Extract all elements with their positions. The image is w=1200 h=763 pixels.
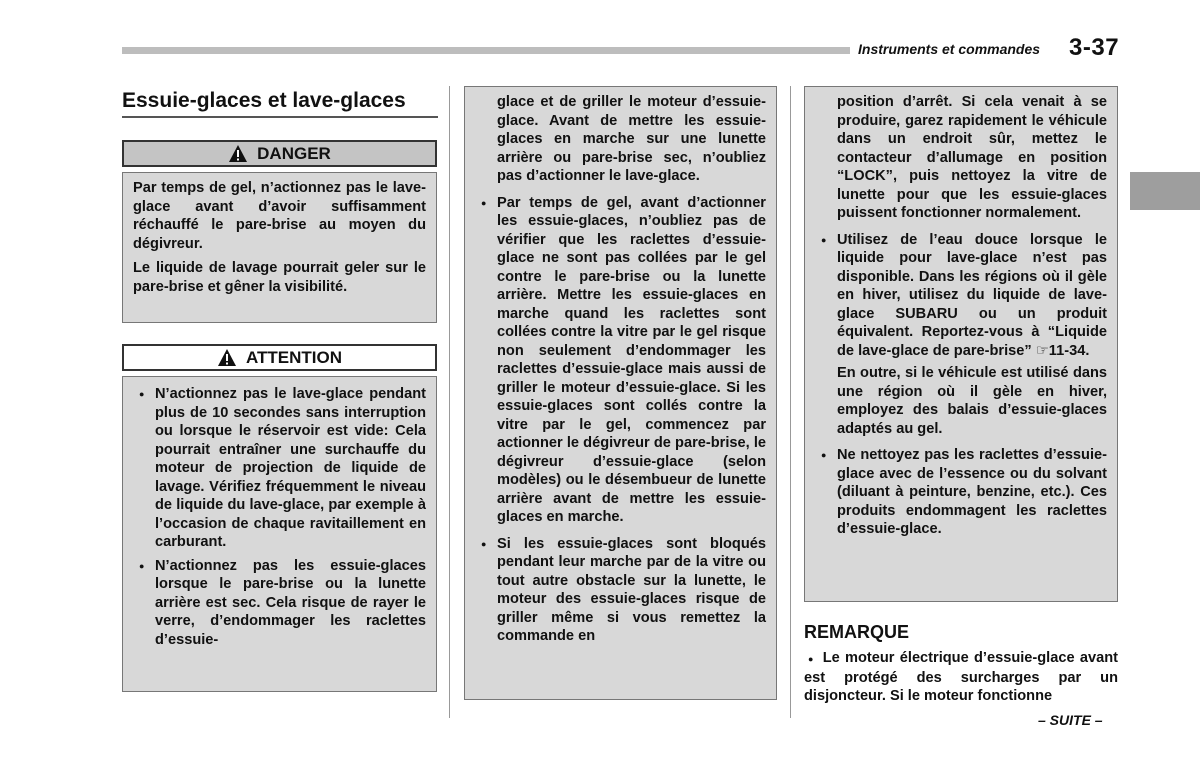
header-section-title: Instruments et commandes bbox=[858, 41, 1041, 57]
remarque-text: Le moteur électrique d’essuie-glace avant est protégé des surcharges par un disjoncteur. Si le moteur fonctionne bbox=[804, 650, 1119, 704]
right-bullet-text: Ne nettoyez pas les raclettes d’essuie-glace avec de l’essence ou du solvant (diluant à peinture, benzine, etc.). Ces produits endommagent les raclettes d’essuie-glace. bbox=[837, 447, 1107, 537]
attention-bullet-text: N’actionnez pas le lave-glace pendant plus de 10 secondes sans interruption ou lorsque le réservoir est vide: Cela pourrait entraîner une surchauffe du moteur de projection de liquide de lavage. Vérifiez fréquemment le niveau de liquide du lave-glace, par exemple à l’occasion de chaque ravitaillement en carburant. bbox=[155, 386, 426, 550]
remarque-title: REMARQUE bbox=[804, 622, 910, 642]
warning-icon bbox=[217, 348, 237, 367]
bullet-icon: ● bbox=[821, 234, 827, 245]
chapter-tab bbox=[1130, 172, 1200, 210]
attention-bullet-text: N’actionnez pas les essuie-glaces lorsque le pare-brise ou la lunette arrière est sec. Cela risque de rayer le verre, d’endommager les raclettes d’essuie- bbox=[155, 557, 426, 648]
right-bullet-1 bbox=[815, 231, 1107, 361]
danger-label: DANGER bbox=[257, 143, 331, 163]
remarque-body bbox=[804, 649, 1118, 706]
attention-continuation-box-right bbox=[804, 86, 1118, 602]
attention-continuation-box bbox=[464, 86, 777, 700]
bullet-icon: ● bbox=[481, 538, 487, 549]
right-bullet-1-extra: En outre, si le véhicule est utilisé dans une région où il gèle en hiver, employez des balais d’essuie-glaces adaptés au gel. bbox=[837, 365, 1107, 437]
column-divider-2 bbox=[790, 86, 791, 718]
middle-continuation: glace et de griller le moteur d’essuie-glace. Avant de mettre les essuie-glaces en marche sur une lunette arrière ou pare-brise sec, n’oubliez pas d’actionner le lave-glace. bbox=[497, 94, 766, 184]
header-rule bbox=[122, 47, 850, 54]
right-continuation: position d’arrêt. Si cela venait à se produire, garez rapidement le véhicule dans un endroit sûr, mettez le contacteur d’allumage en position “LOCK”, puis nettoyez la vitre de lunette pour que les essuie-glaces puissent fonctionner normalement. bbox=[837, 94, 1107, 221]
column-divider-1 bbox=[449, 86, 450, 718]
bullet-icon: ● bbox=[139, 560, 145, 571]
danger-paragraph-2: Le liquide de lavage pourrait geler sur le pare-brise et gêner la visibilité. bbox=[133, 260, 426, 295]
danger-banner bbox=[122, 140, 437, 167]
attention-bullet-2 bbox=[133, 557, 426, 650]
attention-box bbox=[122, 376, 437, 692]
middle-bullet-2 bbox=[475, 535, 766, 646]
continued-marker: – SUITE – bbox=[1038, 712, 1103, 728]
right-bullet-text: Utilisez de l’eau douce lorsque le liquide pour lave-glace n’est pas disponible. Dans les régions où il gèle en hiver, utilisez du liquide de lave-glace SUBARU ou un produit équivalent. Reportez-vous à “Liquide de lave-glace de pare-brise” ☞11-34. bbox=[837, 231, 1107, 359]
attention-label: ATTENTION bbox=[245, 347, 342, 367]
middle-bullet-1 bbox=[475, 194, 766, 527]
danger-paragraph-1: Par temps de gel, n’actionnez pas le lave-glace avant d’avoir suffisamment réchauffé le pare-brise au moyen du dégivreur. bbox=[133, 180, 426, 252]
warning-icon bbox=[228, 144, 248, 163]
page-number: 3-37 bbox=[1069, 34, 1120, 61]
attention-banner bbox=[122, 344, 437, 371]
attention-bullet-1 bbox=[133, 385, 426, 552]
bullet-icon: ● bbox=[808, 654, 815, 664]
middle-bullet-text: Par temps de gel, avant d’actionner les essuie-glaces, n’oubliez pas de vérifier que les raclettes d’essuie-glace ne sont pas collées par le gel contre le pare-brise ou la lunette arrière. Mettre les essuie-glaces en marche quand les raclettes sont collées contre la vitre par le gel risque non seulement d’endommager les raclettes d’essuie-glace mais aussi de griller le moteur d’essuie-glace. Si les essuie-glaces sont collés contre la vitre par le gel, commencez par actionner le dégivreur de pare-brise, le dégivreur d’essuie-glace (selon modèles) ou le désembueur de lunette arrière avant de mettre les essuie-glaces en marche. bbox=[497, 194, 766, 525]
bullet-icon: ● bbox=[481, 197, 487, 208]
danger-box bbox=[122, 172, 437, 323]
right-bullet-2 bbox=[815, 446, 1107, 539]
heading-underline bbox=[122, 116, 438, 118]
section-heading: Essuie-glaces et lave-glaces bbox=[122, 89, 406, 112]
bullet-icon: ● bbox=[139, 389, 145, 399]
middle-bullet-text: Si les essuie-glaces sont bloqués pendant leur marche par de la vitre ou tout autre obstacle sur la lunette, le moteur des essuie-glaces risque de griller même si vous remettez la commande en bbox=[497, 535, 766, 644]
bullet-icon: ● bbox=[821, 450, 827, 460]
